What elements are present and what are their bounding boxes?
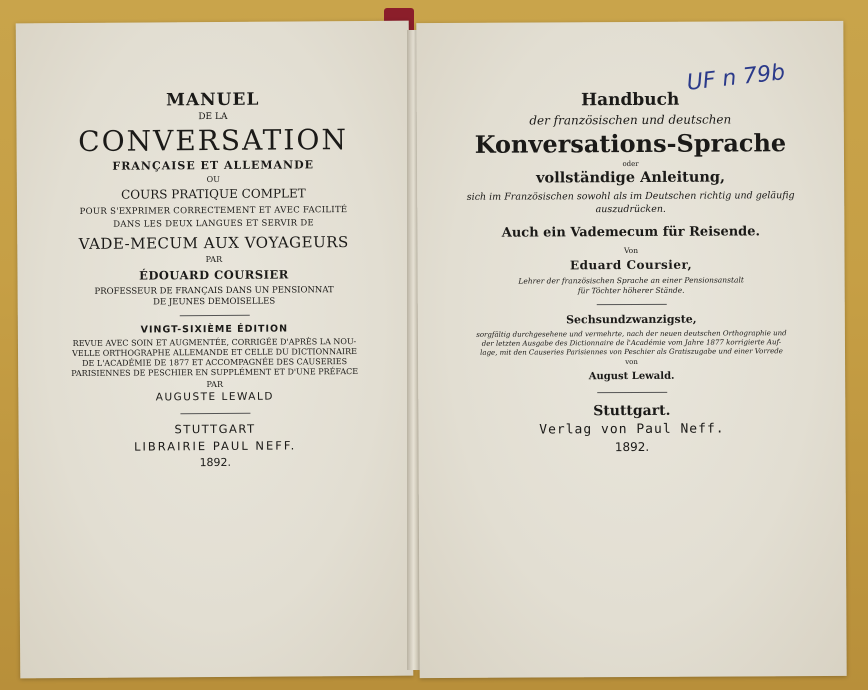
- right-von-2: von: [625, 357, 638, 367]
- left-desc-line-1: POUR S'EXPRIMER CORRECTEMENT ET AVEC FACILITÉ: [79, 205, 348, 217]
- left-editor: AUGUSTE LEWALD: [155, 390, 274, 404]
- left-title-de-la: DE LA: [198, 111, 228, 123]
- left-rule-2: [180, 413, 250, 414]
- right-title-oder: oder: [622, 159, 639, 169]
- left-edition: VINGT-SIXIÈME ÉDITION: [140, 323, 289, 336]
- left-title-ou: OU: [206, 174, 221, 185]
- left-desc-line-2: DANS LES DEUX LANGUES ET SERVIR DE: [113, 218, 314, 230]
- left-revision-3: DE L'ACADÉMIE DE 1877 ET ACCOMPAGNÉE DES CAUSERIES: [82, 357, 348, 368]
- left-title-manuel: MANUEL: [166, 89, 260, 111]
- right-rule-2: [597, 392, 667, 393]
- right-year: 1892.: [614, 439, 650, 455]
- left-publisher: LIBRAIRIE PAUL NEFF.: [134, 438, 297, 454]
- right-publisher: Verlag von Paul Neff.: [539, 421, 725, 438]
- left-rule-1: [179, 315, 249, 316]
- right-desc-2: auszudrücken.: [595, 203, 666, 216]
- right-revision-2: der letzten Ausgabe des Dictionnaire de l'Académie vom Jahre 1877 korrigierte Auf-: [481, 338, 782, 348]
- right-revision-3: lage, mit den Causeries Parisiennes von Peschier als Gratiszugabe und einer Vorrede: [480, 347, 783, 357]
- right-author-desc-1: Lehrer der französischen Sprache an einer Pensionsanstalt: [518, 275, 744, 286]
- handwritten-shelfmark: UF n 79b: [685, 60, 787, 96]
- right-author-desc-2: für Töchter höherer Stände.: [577, 285, 685, 296]
- right-author: Eduard Coursier,: [569, 257, 693, 273]
- left-author-desc-1: PROFESSEUR DE FRANÇAIS DANS UN PENSIONNAT: [94, 285, 334, 297]
- right-vademecum: Auch ein Vademecum für Reisende.: [501, 224, 761, 241]
- left-title-page: [16, 21, 414, 679]
- right-title-handbuch: Handbuch: [581, 89, 680, 111]
- left-revision-1: REVUE AVEC SOIN ET AUGMENTÉE, CORRIGÉE D'APRÈS LA NOU-: [72, 337, 357, 348]
- right-title-anleitung: vollständige Anleitung,: [536, 168, 726, 187]
- left-title-cours: COURS PRATIQUE COMPLET: [121, 186, 306, 202]
- left-author: ÉDOUARD COURSIER: [139, 267, 289, 283]
- left-vade-mecum: VADE-MECUM AUX VOYAGEURS: [78, 233, 349, 253]
- left-par-1: PAR: [205, 254, 223, 265]
- left-author-desc-2: DE JEUNES DEMOISELLES: [153, 296, 276, 308]
- right-revision-1: sorgfältig durchgesehene und vermehrte, nach der neuen deutschen Orthographie und: [476, 329, 787, 339]
- right-editor: August Lewald.: [588, 370, 675, 383]
- left-year: 1892.: [199, 455, 232, 470]
- right-title-der: der französischen und deutschen: [529, 112, 732, 128]
- right-city: Stuttgart.: [593, 402, 671, 420]
- left-title-langues: FRANÇAISE ET ALLEMANDE: [112, 158, 315, 173]
- right-edition: Sechsundzwanzigste,: [566, 312, 697, 327]
- left-city: STUTTGART: [174, 421, 256, 437]
- right-title-page: [416, 21, 846, 678]
- left-revision-4: PARISIENNES DE PESCHIER EN SUPPLÉMENT ET D'UNE PRÉFACE: [71, 366, 359, 379]
- left-par-2: PAR: [206, 379, 223, 390]
- left-title-conversation: CONVERSATION: [78, 123, 348, 158]
- right-rule-1: [596, 304, 666, 305]
- left-revision-2: VELLE ORTHOGRAPHE ALLEMANDE ET CELLE DU DICTIONNAIRE: [72, 347, 357, 358]
- right-desc-1: sich im Französischen sowohl als im Deutschen richtig und geläufig: [466, 190, 795, 203]
- right-von-1: Von: [623, 245, 639, 256]
- right-title-konversation: Konversations-Sprache: [474, 128, 787, 159]
